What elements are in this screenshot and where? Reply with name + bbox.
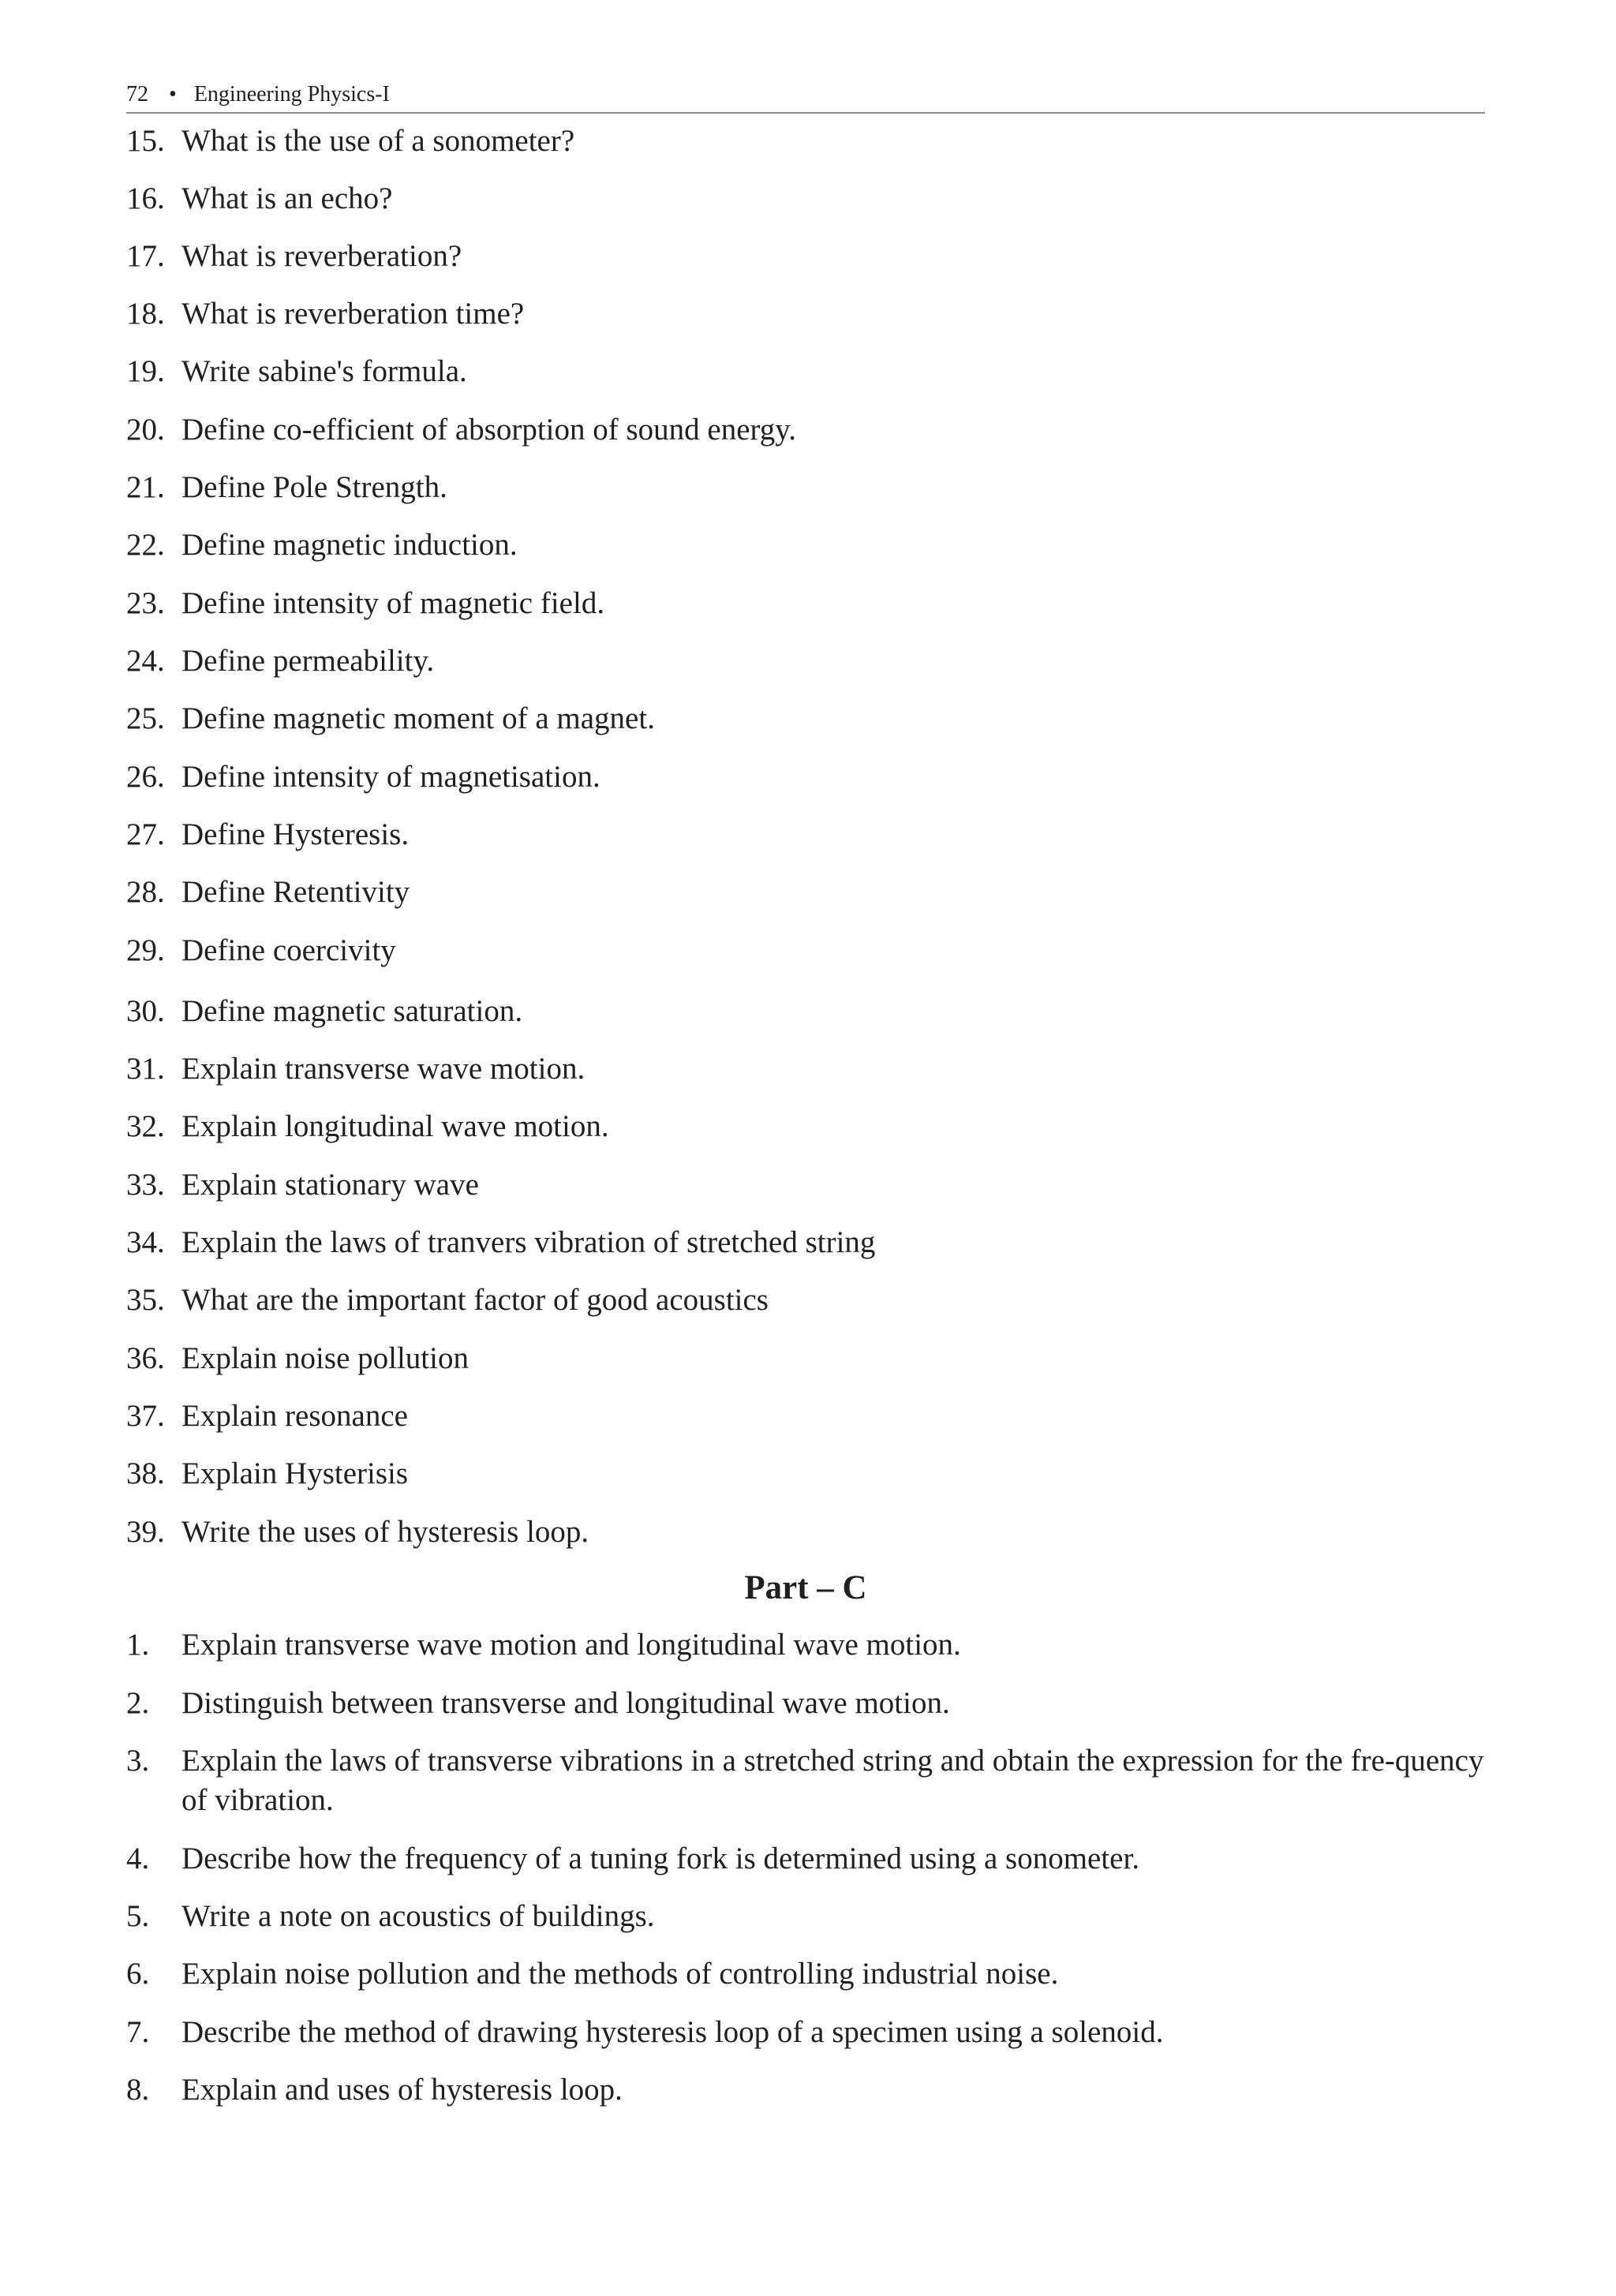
- question-number: 15.: [126, 124, 165, 158]
- question-text: Define intensity of magnetisation.: [181, 760, 600, 794]
- page-number: 72: [126, 82, 148, 107]
- question-text: What is an echo?: [181, 181, 393, 215]
- question-text: What is the use of a sonometer?: [181, 124, 575, 158]
- question-number: 24.: [126, 644, 165, 678]
- question-number: 8.: [126, 2073, 150, 2107]
- question-number: 36.: [126, 1341, 165, 1375]
- question-text: Distinguish between transverse and longitudinal wave motion.: [181, 1686, 950, 1720]
- question-text: Explain transverse wave motion and longitudinal wave motion.: [181, 1628, 961, 1662]
- question-number: 7.: [126, 2015, 150, 2049]
- question-number: 27.: [126, 817, 165, 851]
- question-number: 23.: [126, 586, 165, 620]
- book-title: Engineering Physics-I: [193, 82, 390, 107]
- running-head: [126, 77, 1485, 114]
- question-number: 25.: [126, 701, 165, 735]
- question-text: Explain the laws of transverse vibrations in a stretched string and obtain the expression for the fre-quency of vibration.: [181, 1744, 1484, 1817]
- question-number: 28.: [126, 875, 165, 909]
- question-text: Explain the laws of tranvers vibration of stretched string: [181, 1225, 876, 1259]
- question-text: Define intensity of magnetic field.: [181, 586, 605, 620]
- question-text: What is reverberation time?: [181, 297, 525, 331]
- question-number: 1.: [126, 1628, 150, 1662]
- question-text: Define magnetic saturation.: [181, 994, 523, 1028]
- question-text: Explain stationary wave: [181, 1168, 479, 1202]
- question-number: 22.: [126, 528, 165, 562]
- question-text: Define co-efficient of absorption of sound energy.: [181, 413, 797, 447]
- question-number: 19.: [126, 354, 165, 388]
- question-number: 3.: [126, 1744, 150, 1778]
- question-text: Describe the method of drawing hysteresis loop of a specimen using a solenoid.: [181, 2015, 1164, 2049]
- question-text: Explain and uses of hysteresis loop.: [181, 2073, 623, 2107]
- question-text: Define Hysteresis.: [181, 817, 410, 851]
- question-text: Describe how the frequency of a tuning fork is determined using a sonometer.: [181, 1842, 1140, 1875]
- question-number: 16.: [126, 181, 165, 215]
- question-text: Write a note on acoustics of buildings.: [181, 1899, 655, 1933]
- question-text: Define Pole Strength.: [181, 470, 447, 504]
- question-text: Explain longitudinal wave motion.: [181, 1109, 609, 1143]
- question-number: 26.: [126, 760, 165, 794]
- section-heading-part-c: Part – C: [744, 1569, 867, 1606]
- question-number: 2.: [126, 1686, 150, 1720]
- question-number: 21.: [126, 470, 165, 504]
- question-text: Define permeability.: [181, 644, 435, 678]
- question-number: 35.: [126, 1283, 165, 1317]
- header-separator: •: [169, 82, 177, 107]
- question-number: 20.: [126, 413, 165, 447]
- question-text: Define magnetic moment of a magnet.: [181, 701, 655, 735]
- question-number: 38.: [126, 1457, 165, 1490]
- question-text: Explain noise pollution: [181, 1341, 469, 1375]
- question-text: Explain resonance: [181, 1399, 408, 1433]
- question-text: Define coercivity: [181, 933, 396, 967]
- question-number: 30.: [126, 994, 165, 1028]
- question-number: 34.: [126, 1225, 165, 1259]
- question-number: 4.: [126, 1842, 150, 1875]
- question-number: 6.: [126, 1957, 150, 1991]
- question-text: Explain Hysterisis: [181, 1457, 409, 1490]
- question-text: What are the important factor of good acoustics: [181, 1283, 769, 1317]
- question-text: Write the uses of hysteresis loop.: [181, 1515, 589, 1549]
- question-text: Explain transverse wave motion.: [181, 1052, 585, 1086]
- question-number: 31.: [126, 1052, 165, 1086]
- question-text: What is reverberation?: [181, 239, 462, 273]
- question-text: Define Retentivity: [181, 875, 410, 909]
- question-number: 17.: [126, 239, 165, 273]
- question-text: Write sabine's formula.: [181, 354, 467, 388]
- question-number: 37.: [126, 1399, 165, 1433]
- question-text: Explain noise pollution and the methods of controlling industrial noise.: [181, 1957, 1059, 1991]
- question-text: Define magnetic induction.: [181, 528, 518, 562]
- question-number: 5.: [126, 1899, 150, 1933]
- question-number: 33.: [126, 1168, 165, 1202]
- question-number: 18.: [126, 297, 165, 331]
- question-number: 39.: [126, 1515, 165, 1549]
- question-number: 32.: [126, 1109, 165, 1143]
- question-number: 29.: [126, 933, 165, 967]
